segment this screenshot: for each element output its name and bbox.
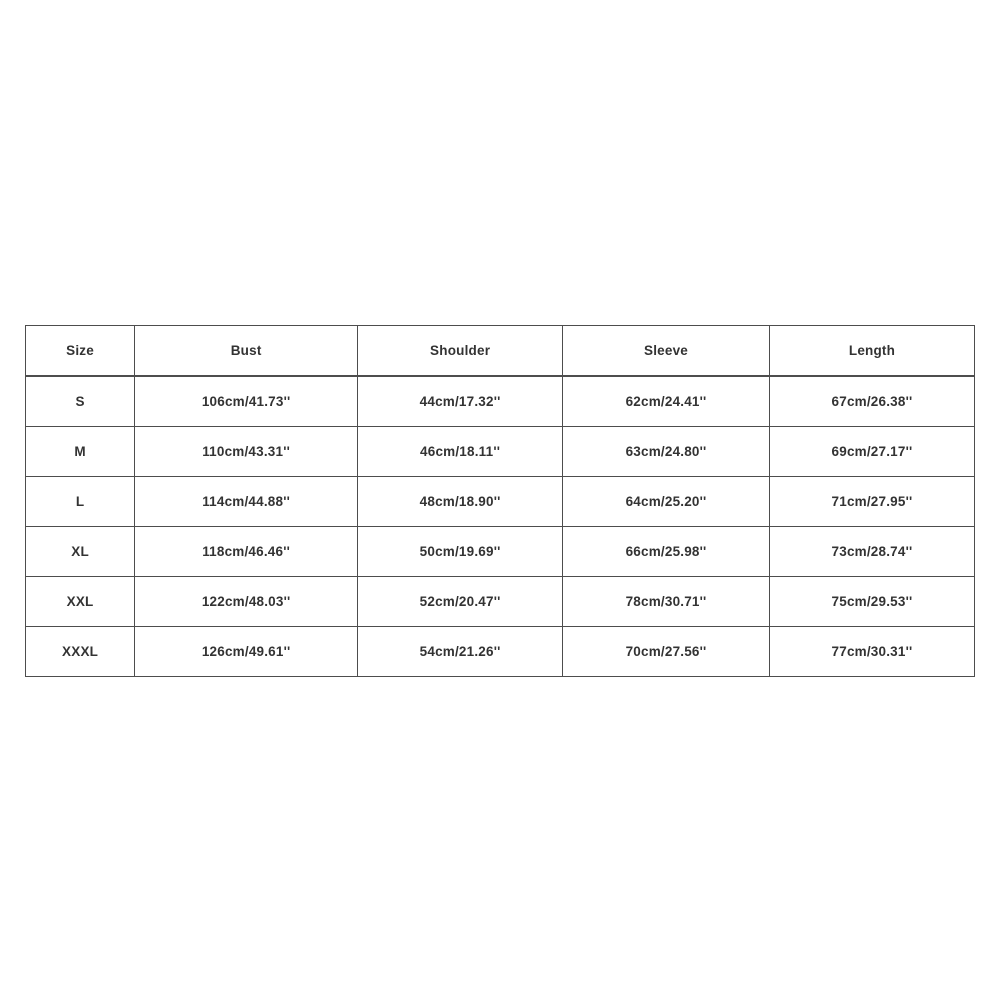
header-cell-sleeve: Sleeve: [563, 326, 770, 377]
size-chart-table: [25, 325, 975, 677]
measurement-cell: 126cm/49.61'': [135, 627, 358, 677]
header-cell-bust: Bust: [135, 326, 358, 377]
size-cell: L: [26, 477, 135, 527]
measurement-cell: 77cm/30.31'': [769, 627, 974, 677]
measurement-cell: 78cm/30.71'': [563, 577, 770, 627]
size-cell: M: [26, 427, 135, 477]
header-cell-shoulder: Shoulder: [358, 326, 563, 377]
measurement-cell: 63cm/24.80'': [563, 427, 770, 477]
measurement-cell: 54cm/21.26'': [358, 627, 563, 677]
size-cell: XL: [26, 527, 135, 577]
header-row: [26, 326, 975, 377]
size-cell: XXXL: [26, 627, 135, 677]
table-row: [26, 577, 975, 627]
table-row: [26, 427, 975, 477]
measurement-cell: 46cm/18.11'': [358, 427, 563, 477]
measurement-cell: 48cm/18.90'': [358, 477, 563, 527]
measurement-cell: 106cm/41.73'': [135, 376, 358, 427]
table-row: [26, 627, 975, 677]
measurement-cell: 118cm/46.46'': [135, 527, 358, 577]
measurement-cell: 67cm/26.38'': [769, 376, 974, 427]
size-chart-body: [26, 376, 975, 677]
measurement-cell: 52cm/20.47'': [358, 577, 563, 627]
size-cell: XXL: [26, 577, 135, 627]
header-cell-size: Size: [26, 326, 135, 377]
measurement-cell: 66cm/25.98'': [563, 527, 770, 577]
table-row: [26, 477, 975, 527]
measurement-cell: 71cm/27.95'': [769, 477, 974, 527]
measurement-cell: 50cm/19.69'': [358, 527, 563, 577]
measurement-cell: 44cm/17.32'': [358, 376, 563, 427]
header-cell-length: Length: [769, 326, 974, 377]
measurement-cell: 70cm/27.56'': [563, 627, 770, 677]
measurement-cell: 114cm/44.88'': [135, 477, 358, 527]
measurement-cell: 110cm/43.31'': [135, 427, 358, 477]
measurement-cell: 75cm/29.53'': [769, 577, 974, 627]
measurement-cell: 64cm/25.20'': [563, 477, 770, 527]
measurement-cell: 62cm/24.41'': [563, 376, 770, 427]
size-cell: S: [26, 376, 135, 427]
size-chart-header: [26, 326, 975, 377]
measurement-cell: 69cm/27.17'': [769, 427, 974, 477]
table-row: [26, 376, 975, 427]
table-row: [26, 527, 975, 577]
measurement-cell: 122cm/48.03'': [135, 577, 358, 627]
measurement-cell: 73cm/28.74'': [769, 527, 974, 577]
